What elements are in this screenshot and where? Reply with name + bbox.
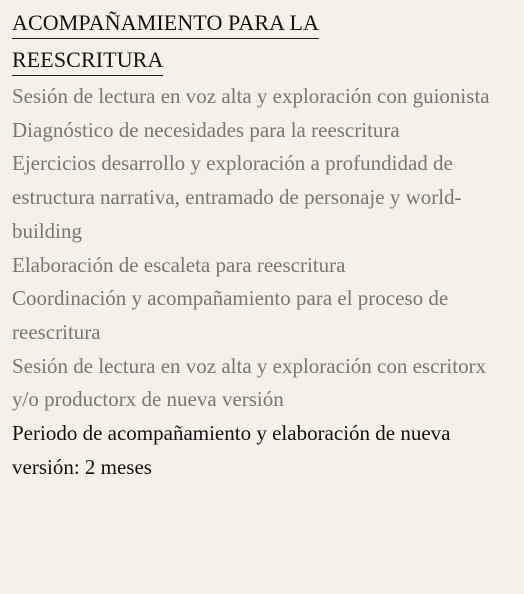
section-title-line-1: ACOMPAÑAMIENTO PARA LA [12,8,319,39]
service-item-diagnosis: Diagnóstico de necesidades para la reescritura [12,117,400,142]
service-item-coordination: Coordinación y acompañamiento para el proceso de reescritura [12,286,449,344]
service-item-new-version-reading: Sesión de lectura en voz alta y exploración con escritorx y/o productorx de nueva versión [12,353,487,412]
service-item-outline: Elaboración de escaleta para reescritura [12,252,346,277]
service-item-exercises: Ejercicios desarrollo y exploración a profundidad de estructura narrativa, entramado de personaje y world-building [12,151,462,243]
duration-summary: Periodo de acompañamiento y elaboración de nueva versión: 2 meses [12,421,451,479]
section-title [12,6,512,80]
section-title-line-2: REESCRITURA [12,45,163,76]
service-list [12,80,512,417]
service-item-reading-session: Sesión de lectura en voz alta y exploración con guionista [12,84,490,108]
